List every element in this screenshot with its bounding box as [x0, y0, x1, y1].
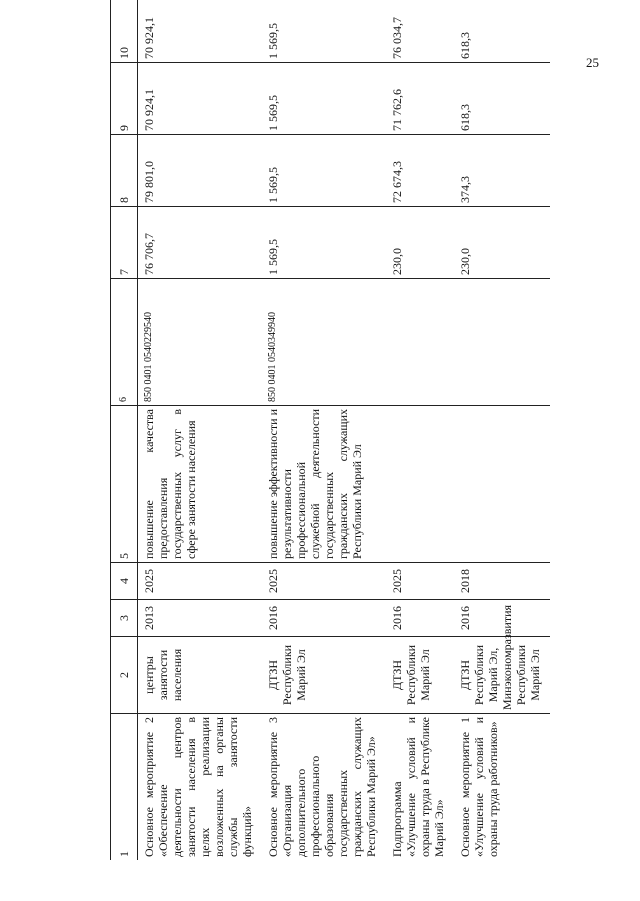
measure-name: Основное мероприятие 2 «Обеспечение деятельности центров занятости населения в целях реализации возложенных на органы службы занятости функций»: [142, 717, 254, 857]
end-year: 2025: [262, 563, 386, 600]
executor: ДТЗН Республики Марий Эл, Минэкономразвития Республики Марий Эл: [454, 637, 550, 714]
col-header-7: 7: [111, 207, 138, 279]
value-col-7: 76 706,7: [138, 207, 263, 279]
value-col-10: 70 924,1: [138, 0, 263, 63]
budget-code: 850 0401 0540349940: [262, 279, 386, 406]
start-year: 2013: [138, 600, 263, 637]
col-header-3: 3: [111, 600, 138, 637]
executor: ДТЗН Республики Марий Эл: [262, 637, 386, 714]
rotated-table-container: [110, 17, 610, 860]
measure-name: Подпрограмма «Улучшение условий и охраны труда в Республике Марий Эл»: [390, 717, 446, 857]
col-header-10: 10: [111, 0, 138, 63]
expected-result: [386, 406, 454, 563]
start-year: 2016: [386, 600, 454, 637]
executor: центры занятости населения: [138, 637, 263, 714]
page-number: 25: [586, 55, 599, 70]
expected-result: повышение качества предоставления государственных услуг в сфере занятости населения: [138, 406, 263, 563]
value-col-10: 1 569,5: [262, 0, 386, 63]
value-col-9: 618,3: [454, 63, 550, 135]
value-col-9: 71 762,6: [386, 63, 454, 135]
expected-result: повышение эффективности и результативности профессиональной служебной деятельности государственных гражданских служащих Республики Марий Эл: [262, 406, 386, 563]
value-col-9: 70 924,1: [138, 63, 263, 135]
col-header-6: 6: [111, 279, 138, 406]
program-table: [110, 0, 550, 860]
table-row: [386, 0, 454, 860]
end-year: 2025: [386, 563, 454, 600]
budget-code: 850 0401 0540229540: [138, 279, 263, 406]
value-col-7: 230,0: [454, 207, 550, 279]
table-row: [138, 0, 263, 860]
table-row: [454, 0, 550, 860]
value-col-8: 79 801,0: [138, 135, 263, 207]
col-header-8: 8: [111, 135, 138, 207]
expected-result: [454, 406, 550, 563]
col-header-2: 2: [111, 637, 138, 714]
measure-name: Основное мероприятие 3 «Организация дополнительного профессионального образования государственных гражданских служащих Республики Марий Эл»: [266, 717, 378, 857]
value-col-9: 1 569,5: [262, 63, 386, 135]
end-year: 2025: [138, 563, 263, 600]
value-col-8: 374,3: [454, 135, 550, 207]
column-number-row: [111, 0, 138, 860]
value-col-8: 1 569,5: [262, 135, 386, 207]
value-col-7: 1 569,5: [262, 207, 386, 279]
col-header-9: 9: [111, 63, 138, 135]
table-row: [262, 0, 386, 860]
start-year: 2016: [262, 600, 386, 637]
budget-code: [386, 279, 454, 406]
col-header-4: 4: [111, 563, 138, 600]
value-col-10: 618,3: [454, 0, 550, 63]
value-col-10: 76 034,7: [386, 0, 454, 63]
budget-code: [454, 279, 550, 406]
measure-name: Основное мероприятие 1 «Улучшение условий и охраны труда работников»: [458, 717, 500, 857]
value-col-7: 230,0: [386, 207, 454, 279]
executor: ДТЗН Республики Марий Эл: [386, 637, 454, 714]
end-year: 2018: [454, 563, 550, 600]
col-header-1: 1: [111, 714, 138, 861]
col-header-5: 5: [111, 406, 138, 563]
start-year: 2016: [454, 600, 550, 637]
value-col-8: 72 674,3: [386, 135, 454, 207]
